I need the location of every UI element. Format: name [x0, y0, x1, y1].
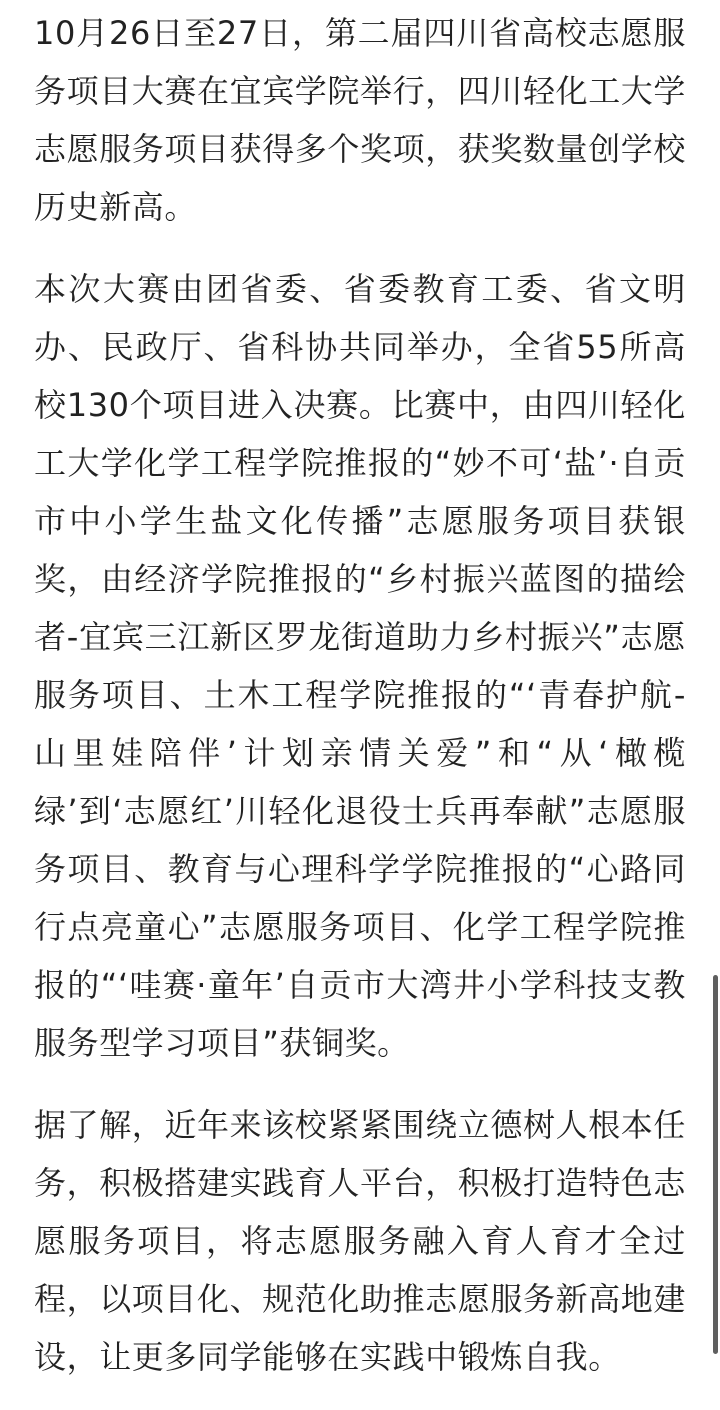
article-paragraph-1: 10月26日至27日，第二届四川省高校志愿服务项目大赛在宜宾学院举行，四川轻化工大学志愿服务项目获得多个奖项，获奖数量创学校历史新高。: [34, 14, 687, 226]
article-paragraph-2: 本次大赛由团省委、省委教育工委、省文明办、民政厅、省科协共同举办，全省55所高校130个项目进入决赛。比赛中，由四川轻化工大学化学工程学院推报的“妙不可‘盐’·自贡市中小学生盐文化传播”志愿服务项目获银奖，由经济学院推报的“乡村振兴蓝图的描绘者-宜宾三江新区罗龙街道助力乡村振兴”志愿服务项目、土木工程学院推报的“‘青春护航-山里娃陪伴’计划亲情关爱”和“从‘橄榄绿’到‘志愿红’川轻化退役士兵再奉献”志愿服务项目、教育与心理科学学院推报的“心路同行点亮童心”志愿服务项目、化学工程学院推报的“‘哇赛·童年’自贡市大湾井小学科技支教服务型学习项目”获铜奖。: [34, 270, 686, 1062]
article-paragraph-3: 据了解，近年来该校紧紧围绕立德树人根本任务，积极搭建实践育人平台，积极打造特色志愿服务项目，将志愿服务融入育人育才全过程，以项目化、规范化助推志愿服务新高地建设，让更多同学能够在实践中锻炼自我。: [34, 1106, 687, 1376]
vertical-scrollbar[interactable]: [713, 975, 718, 1354]
article-body: [34, 0, 686, 1410]
